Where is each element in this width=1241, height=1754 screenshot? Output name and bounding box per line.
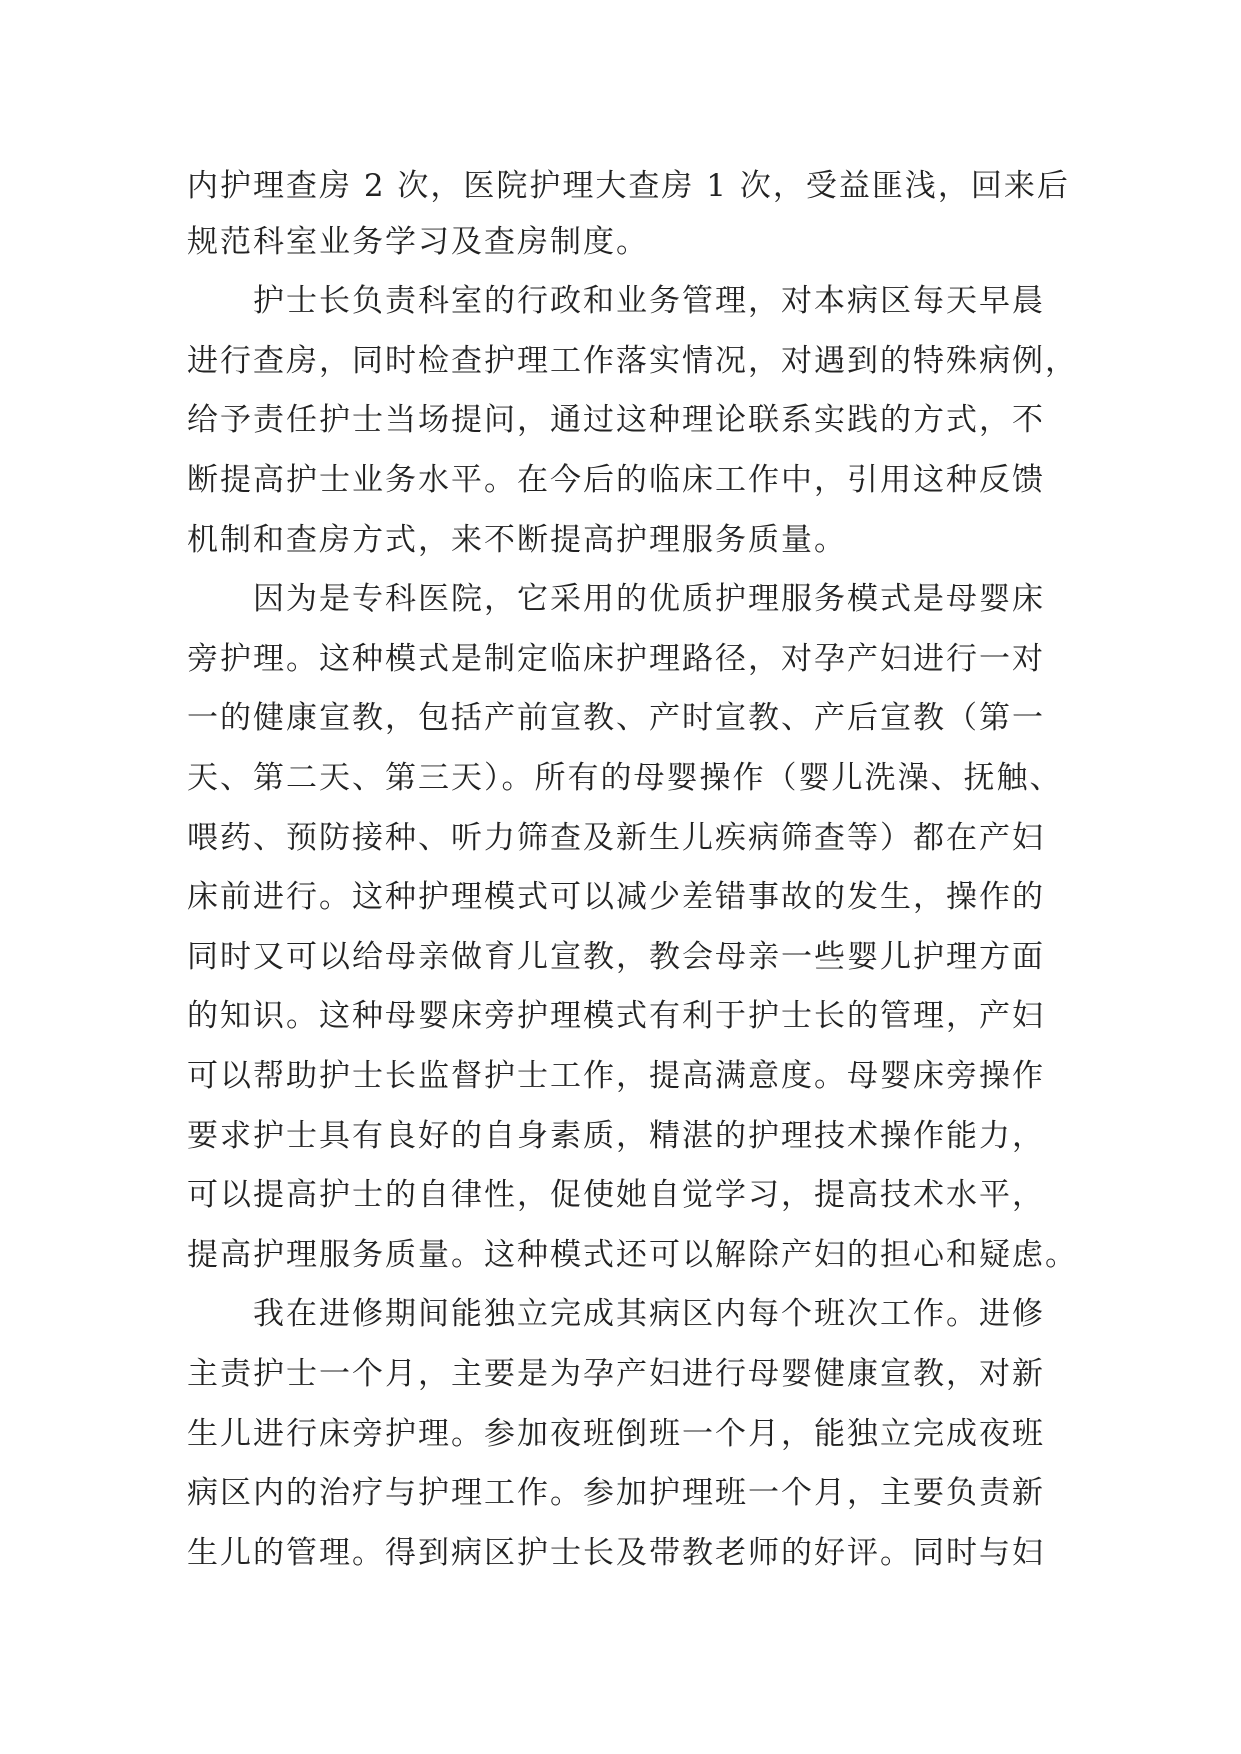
line-text: 进行查房，同时检查护理工作落实情况，对遇到的特殊病例， bbox=[187, 343, 1078, 379]
line-text: 给予责任护士当场提问，通过这种理论联系实践的方式，不 bbox=[187, 402, 1045, 438]
line-text: 护士长负责科室的行政和业务管理，对本病区每天早晨 bbox=[253, 283, 1045, 319]
paragraph-start-line bbox=[0, 279, 1241, 339]
text-line bbox=[0, 816, 1241, 876]
paragraph-start-line bbox=[0, 1292, 1241, 1352]
text-line bbox=[0, 398, 1241, 458]
text-line bbox=[0, 458, 1241, 518]
line-text: 可以提高护士的自律性，促使她自觉学习，提高技术水平， bbox=[187, 1177, 1045, 1213]
text-line bbox=[0, 1233, 1241, 1293]
text-line bbox=[0, 935, 1241, 995]
text-line bbox=[0, 994, 1241, 1054]
paragraph-start-line bbox=[0, 577, 1241, 637]
text-line bbox=[0, 1173, 1241, 1233]
line-text: 喂药、预防接种、听力筛查及新生儿疾病筛查等）都在产妇 bbox=[187, 820, 1045, 856]
line-text: 断提高护士业务水平。在今后的临床工作中，引用这种反馈 bbox=[187, 462, 1045, 498]
line-text: 同时又可以给母亲做育儿宣教，教会母亲一些婴儿护理方面 bbox=[187, 939, 1045, 975]
line-text: 可以帮助护士长监督护士工作，提高满意度。母婴床旁操作 bbox=[187, 1058, 1045, 1094]
text-line bbox=[0, 637, 1241, 697]
line-text: 内护理查房 2 次，医院护理大查房 1 次，受益匪浅，回来后 bbox=[187, 168, 1070, 204]
text-line bbox=[0, 1531, 1241, 1591]
text-line bbox=[0, 696, 1241, 756]
text-line bbox=[0, 756, 1241, 816]
text-line bbox=[0, 1054, 1241, 1114]
text-line bbox=[0, 164, 1241, 224]
line-text: 因为是专科医院，它采用的优质护理服务模式是母婴床 bbox=[253, 581, 1045, 617]
line-text: 旁护理。这种模式是制定临床护理路径，对孕产妇进行一对 bbox=[187, 641, 1045, 677]
text-line bbox=[0, 518, 1241, 578]
text-line bbox=[0, 1352, 1241, 1412]
text-line bbox=[0, 220, 1241, 280]
line-text: 的知识。这种母婴床旁护理模式有利于护士长的管理，产妇 bbox=[187, 998, 1045, 1034]
line-text: 要求护士具有良好的自身素质，精湛的护理技术操作能力， bbox=[187, 1118, 1045, 1154]
text-line bbox=[0, 339, 1241, 399]
line-text: 机制和查房方式，来不断提高护理服务质量。 bbox=[187, 522, 847, 558]
line-text: 生儿进行床旁护理。参加夜班倒班一个月，能独立完成夜班 bbox=[187, 1416, 1045, 1452]
line-text: 主责护士一个月，主要是为孕产妇进行母婴健康宣教，对新 bbox=[187, 1356, 1045, 1392]
line-text: 生儿的管理。得到病区护士长及带教老师的好评。同时与妇 bbox=[187, 1535, 1045, 1571]
line-text: 床前进行。这种护理模式可以减少差错事故的发生，操作的 bbox=[187, 879, 1045, 915]
line-text: 一的健康宣教，包括产前宣教、产时宣教、产后宣教（第一 bbox=[187, 700, 1045, 736]
text-line bbox=[0, 1471, 1241, 1531]
text-line bbox=[0, 1412, 1241, 1472]
text-line bbox=[0, 1114, 1241, 1174]
line-text: 我在进修期间能独立完成其病区内每个班次工作。进修 bbox=[253, 1296, 1045, 1332]
line-text: 规范科室业务学习及查房制度。 bbox=[187, 224, 649, 260]
line-text: 病区内的治疗与护理工作。参加护理班一个月，主要负责新 bbox=[187, 1475, 1045, 1511]
line-text: 天、第二天、第三天）。所有的母婴操作（婴儿洗澡、抚触、 bbox=[187, 760, 1063, 796]
text-line bbox=[0, 875, 1241, 935]
line-text: 提高护理服务质量。这种模式还可以解除产妇的担心和疑虑。 bbox=[187, 1237, 1078, 1273]
